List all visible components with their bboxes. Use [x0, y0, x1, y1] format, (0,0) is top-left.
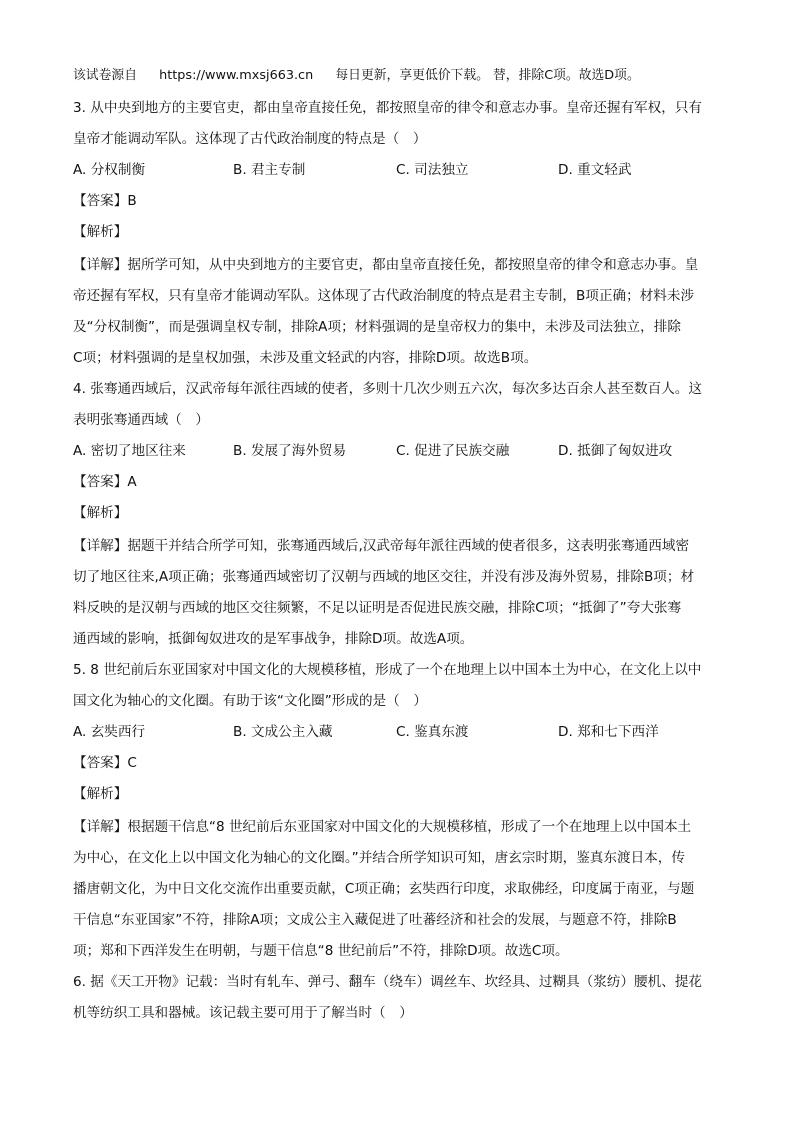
- q3-option-c: C. 司法独立: [396, 162, 469, 178]
- q3-analysis-label: 【解析】: [73, 224, 128, 240]
- q3-detail-line-4: C项；材料强调的是皇权加强，未涉及重文轻武的内容，排除D项。故选B项。: [73, 350, 538, 366]
- q5-answer: 【答案】C: [73, 755, 137, 771]
- q4-option-b: B. 发展了海外贸易: [233, 443, 347, 459]
- q3-options: [73, 160, 723, 180]
- q5-option-c: C. 鉴真东渡: [396, 724, 469, 740]
- q4-options: [73, 441, 723, 461]
- q3-stem-line-2: 皇帝才能调动军队。这体现了古代政治制度的特点是（ ）: [73, 131, 427, 147]
- q5-options: [73, 722, 723, 742]
- q5-detail-line-3: 播唐朝文化，为中日文化交流作出重要贡献，C项正确；玄奘西行印度，求取佛经，印度属于南亚，与题: [73, 881, 695, 897]
- q3-option-b: B. 君主专制: [233, 162, 306, 178]
- q4-option-c: C. 促进了民族交融: [396, 443, 510, 459]
- q5-stem-line-1: 5. 8 世纪前后东亚国家对中国文化的大规模移植，形成了一个在地理上以中国本土为中心，在文化上以中: [73, 662, 702, 678]
- q3-option-a: A. 分权制衡: [73, 162, 146, 178]
- q3-detail-line-1: 【详解】据所学可知，从中央到地方的主要官吏，都由皇帝直接任免，都按照皇帝的律令和意志办事。皇: [73, 257, 699, 273]
- q4-option-a: A. 密切了地区往来: [73, 443, 186, 459]
- q3-stem-line-1: 3. 从中央到地方的主要官吏，都由皇帝直接任免，都按照皇帝的律令和意志办事。皇帝还握有军权，只有: [73, 100, 703, 116]
- q5-detail-line-2: 为中心，在文化上以中国文化为轴心的文化圈。”并结合所学知识可知，唐玄宗时期，鉴真东渡日本，传: [73, 850, 685, 866]
- q4-detail-line-2: 切了地区往来,A项正确；张骞通西域密切了汉朝与西域的地区交往，并没有涉及海外贸易，排除B项；材: [73, 569, 695, 585]
- q5-option-a: A. 玄奘西行: [73, 724, 146, 740]
- previous-answer-tail: 替，排除C项。故选D项。: [493, 68, 640, 83]
- q4-detail-line-1: 【详解】据题干并结合所学可知，张骞通西域后,汉武帝每年派往西域的使者很多，这表明张骞通西域密: [73, 538, 690, 554]
- q3-detail-line-3: 及“分权制衡”，而是强调皇权专制，排除A项；材料强调的是皇帝权力的集中，未涉及司法独立，排除: [73, 319, 681, 335]
- q3-detail-line-2: 帝还握有军权，只有皇帝才能调动军队。这体现了古代政治制度的特点是君主专制，B项正确；材料未涉: [73, 288, 695, 304]
- q4-option-d: D. 抵御了匈奴进攻: [558, 443, 673, 459]
- q5-detail-line-1: 【详解】根据题干信息“8 世纪前后东亚国家对中国文化的大规模移植，形成了一个在地理上以中国本土: [73, 819, 692, 835]
- q4-detail-line-4: 通西域的影响，抵御匈奴进攻的是军事战争，排除D项。故选A项。: [73, 631, 474, 647]
- source-url[interactable]: https://www.mxsj663.cn: [159, 68, 314, 83]
- q6-stem-line-1: 6. 据《天工开物》记载：当时有轧车、弹弓、翻车（绕车）调丝车、坎经具、过糊具（浆纺）腰机、提花: [73, 974, 703, 990]
- q4-detail-line-3: 料反映的是汉朝与西域的地区交往频繁，不足以证明是否促进民族交融，排除C项；“抵御了”夸大张骞: [73, 600, 682, 616]
- q3-answer: 【答案】B: [73, 193, 137, 209]
- q5-option-d: D. 郑和七下西洋: [558, 724, 659, 740]
- q4-stem-line-1: 4. 张骞通西域后，汉武帝每年派往西域的使者，多则十几次少则五六次，每次多达百余人甚至数百人。这: [73, 381, 703, 397]
- source-slogan: 每日更新，享更低价下载。: [335, 68, 489, 83]
- q5-detail-line-5: 项；郑和下西洋发生在明朝，与题干信息“8 世纪前后”不符，排除D项。故选C项。: [73, 943, 569, 959]
- source-label: 该试卷源自: [73, 68, 137, 83]
- q5-option-b: B. 文成公主入藏: [233, 724, 333, 740]
- q4-analysis-label: 【解析】: [73, 505, 128, 521]
- q5-detail-line-4: 干信息“东亚国家”不符，排除A项；文成公主入藏促进了吐蕃经济和社会的发展，与题意不符，排除B: [73, 912, 677, 928]
- q4-stem-line-2: 表明张骞通西域（ ）: [73, 412, 209, 428]
- q6-stem-line-2: 机等纺织工具和器械。该记载主要可用于了解当时（ ）: [73, 1005, 413, 1021]
- q4-answer: 【答案】A: [73, 474, 137, 490]
- source-header: [73, 66, 723, 86]
- q5-stem-line-2: 国文化为轴心的文化圈。有助于该“文化圈”形成的是（ ）: [73, 693, 427, 709]
- q3-option-d: D. 重文轻武: [558, 162, 632, 178]
- q5-analysis-label: 【解析】: [73, 786, 128, 802]
